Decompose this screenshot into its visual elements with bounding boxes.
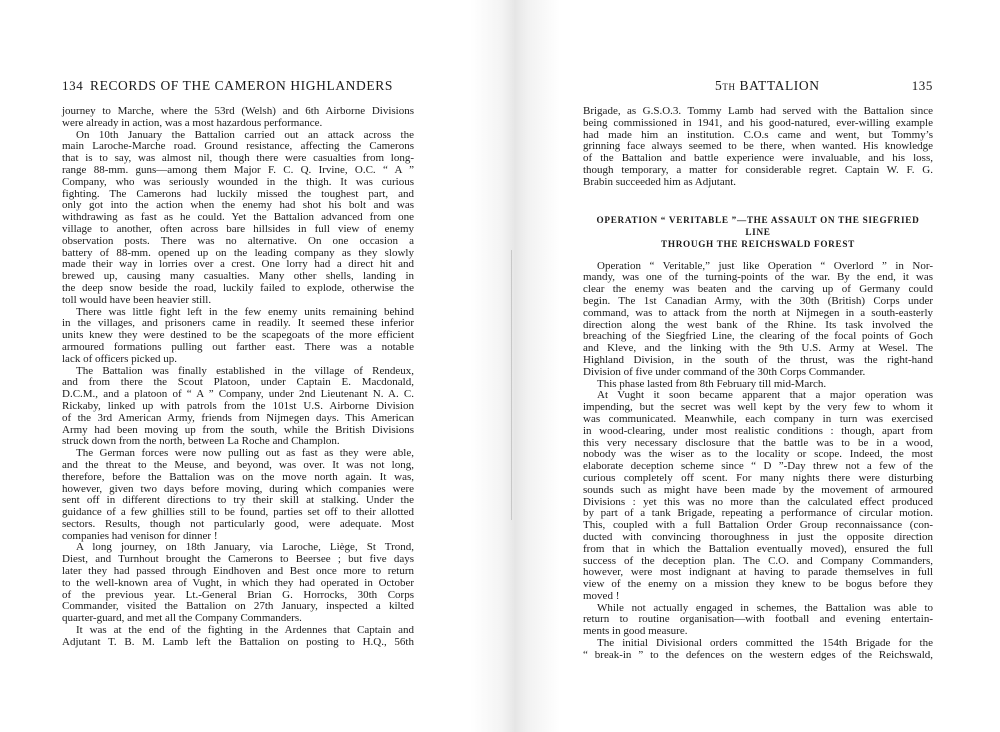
text-line: Brabin succeeded him as Adjutant. xyxy=(583,175,737,188)
text-line: The initial Divisional orders committed the 154th Brigade for the xyxy=(597,637,933,650)
text-line: village to another, often across bare hillsides in full view of enemy xyxy=(62,222,414,235)
text-line: the deep snow beside the road, luckily failed to explode, otherwise the xyxy=(62,281,414,294)
text-line: Divisions : yet this was no more than the calculated effect produced xyxy=(583,495,933,508)
text-line: struck down from the north, between La Roche and Champlon. xyxy=(62,435,340,448)
text-line: lack of officers picked up. xyxy=(62,352,177,365)
text-line: grinning face always seemed to be there, when wanted. His knowledge xyxy=(583,140,933,153)
text-line: of the Battalion and battle experience were invaluable, and his loss, xyxy=(583,152,933,165)
text-line: This, coupled with a full Battalion Order Group reconnaissance (con- xyxy=(583,519,933,532)
text-line: was communicated. Meanwhile, each company in turn was exercised xyxy=(583,412,933,425)
text-line: to the well-known area of Vught, in which they had operated in October xyxy=(62,576,414,589)
text-line: Company, who was seriously wounded in the thigh. It was curious xyxy=(62,175,414,188)
text-line: had made him an institution. C.O.s came and went, but Tommy’s xyxy=(583,128,933,141)
paragraph xyxy=(583,390,933,602)
page-number: 134 xyxy=(62,78,84,93)
text-line: ments in good measure. xyxy=(583,625,688,638)
text-line: This phase lasted from 8th February till mid-March. xyxy=(597,377,827,390)
paragraph xyxy=(583,638,933,662)
text-line: Diest, and Turnhout brought the Camerons to Beersee ; but five days xyxy=(62,553,414,566)
text-line: therefore, before the Battalion was on the move north again. It was, xyxy=(62,470,414,483)
text-line: On 10th January the Battalion carried out an attack across the xyxy=(76,128,414,141)
text-line: There was little fight left in the few enemy units remaining behind xyxy=(76,305,414,318)
text-line: companies had venison for dinner ! xyxy=(62,529,218,542)
text-line: later they had passed through Eindhoven and Best once more to return xyxy=(62,565,414,578)
text-line: of the previous year. Lt.-General Brian G. Horrocks, 30th Corps xyxy=(62,588,414,601)
gutter-crease xyxy=(511,250,512,520)
text-line: A long journey, on 18th January, via Laroche, Liège, St Trond, xyxy=(76,541,414,554)
text-line: Adjutant T. B. M. Lamb left the Battalion on posting to H.Q., 56th xyxy=(62,635,414,648)
text-line: made their way in lorries over a crest. One lorry had a direct hit and xyxy=(62,258,414,271)
paragraph xyxy=(62,625,414,649)
text-line: by part of a tank Brigade, repeating a performance of circular motion. xyxy=(583,507,933,520)
text-line: brewed up, causing many casualties. Many other shells, landing in xyxy=(62,270,414,283)
text-line: The German forces were now pulling out as fast as they were able, xyxy=(76,447,414,460)
text-line: breaching of the Siegfried Line, the clearing of the focal points of Goch xyxy=(583,330,933,343)
paragraph xyxy=(62,542,414,625)
page-body xyxy=(583,106,933,189)
text-line: sectors. Results, though not particularly good, were adequate. Most xyxy=(62,517,414,530)
text-line: quarter-guard, and met all the Company Commanders. xyxy=(62,612,302,625)
text-line: ducted with convincing thoroughness in just the opposite direction xyxy=(583,530,933,543)
text-line: however, were most indignant at having to parade themselves in full xyxy=(583,566,933,579)
paragraph xyxy=(583,603,933,638)
paragraph xyxy=(62,307,414,366)
text-line: battery of 88-mm. opened up on the leading company as they slowly xyxy=(62,246,414,259)
text-line: Commander, visited the Battalion on 27th January, inspected a kilted xyxy=(62,600,414,613)
text-line: Rickaby, linked up with patrols from the 101st U.S. Airborne Division xyxy=(62,399,414,412)
text-line: D.C.M., and a platoon of “ A ” Company, under 2nd Lieutenant N. A. C. xyxy=(62,388,414,401)
running-title: RECORDS OF THE CAMERON HIGHLANDERS xyxy=(90,78,393,93)
text-line: being commissioned in 1941, and his good-natured, ever-willing example xyxy=(583,116,933,129)
text-line: range 88-mm. guns—among them Major F. C. Q. Irvine, O.C. “ A ” xyxy=(62,163,414,176)
paragraph xyxy=(62,448,414,542)
text-line: guidance of a few ghillies still to be found, parties set off to their allotted xyxy=(62,506,414,519)
text-line: begin. The 1st Canadian Army, with the 30th (British) Corps under xyxy=(583,294,933,307)
text-line: mandy, was one of the turning-points of the war. By the end, it was xyxy=(583,271,933,284)
text-line: though temporary, a matter for considerable regret. Captain W. F. G. xyxy=(583,163,933,176)
text-line: return to routine organisation—with football and evening entertain- xyxy=(583,613,933,626)
paragraph xyxy=(62,106,414,130)
paragraph xyxy=(62,130,414,307)
text-line: sent off in different directions to try their skill at stalking. Under the xyxy=(62,494,414,507)
text-line: fighting. The Camerons had luckily missed the toughest part, and xyxy=(62,187,414,200)
section-heading-line: OPERATION “ VERITABLE ”—THE ASSAULT ON THE SIEGFRIED LINE xyxy=(596,214,920,237)
text-line: Operation “ Veritable,” just like Operation “ Overlord ” in Nor- xyxy=(597,259,933,272)
running-header xyxy=(583,78,933,98)
text-line: journey to Marche, where the 53rd (Welsh) and 6th Airborne Divisions xyxy=(62,105,414,117)
text-line: Brigade, as G.S.O.3. Tommy Lamb had served with the Battalion since xyxy=(583,105,933,117)
text-line: curious completely off scent. For many nights there were disturbing xyxy=(583,471,933,484)
text-line: nobody was the wiser as to the locality or scope. Indeed, the most xyxy=(583,448,933,461)
right-page xyxy=(583,78,933,662)
text-line: that is to say, was almost nil, though there were casualties from long- xyxy=(62,152,414,165)
running-header xyxy=(62,78,414,98)
text-line: in wood-clearing, under most realistic conditions : though, apart from xyxy=(583,424,933,437)
text-line: clear the enemy was beaten and the carving up of Germany could xyxy=(583,283,933,296)
text-line: command, was to attack from the north at Nijmegen in a south-easterly xyxy=(583,306,933,319)
text-line: from that in which the Battalion eventually moved), ensured the full xyxy=(583,542,933,555)
text-line: were already in action, was a most hazardous performance. xyxy=(62,116,323,129)
paragraph xyxy=(62,366,414,449)
text-line: armoured formations pulling out farther east. There was a notable xyxy=(62,340,414,353)
page-number: 135 xyxy=(911,78,933,93)
paragraph xyxy=(583,261,933,379)
section-heading-line: THROUGH THE REICHSWALD FOREST xyxy=(661,238,855,249)
text-line: At Vught it soon became apparent that a major operation was xyxy=(597,389,933,402)
text-line: and Kleve, and the linking with the 9th U.S. Army at Wesel. The xyxy=(583,342,933,355)
text-line: main Laroche-Marche road. Ground resistance, affecting the Camerons xyxy=(62,140,414,153)
book-gutter xyxy=(470,0,560,732)
text-line: moved ! xyxy=(583,589,620,602)
text-line: The Battalion was finally established in the village of Rendeux, xyxy=(76,364,414,377)
text-line: Division of five under command of the 30th Corps Commander. xyxy=(583,365,866,378)
running-title: 5th BATTALION xyxy=(715,78,820,93)
text-line: and from there the Scout Platoon, under Captain E. Macdonald, xyxy=(62,376,414,389)
text-line: Army had been moving up from the south, while the British Divisions xyxy=(62,423,414,436)
text-line: withdrawing as fast as he could. Yet the Battalion advanced from one xyxy=(62,211,414,224)
text-line: While not actually engaged in schemes, the Battalion was able to xyxy=(597,601,933,614)
text-line: only got into the action when the enemy had shot his bolt and was xyxy=(62,199,414,212)
text-line: in the villages, and prisoners came in readily. It seemed these inferior xyxy=(62,317,414,330)
left-page xyxy=(62,78,414,649)
text-line: elaborate deception scheme since “ D ”-Day threw not a few of the xyxy=(583,460,933,473)
text-line: view of the enemy on a mission they knew to be bogus before they xyxy=(583,578,933,591)
text-line: of the 3rd American Army, friends from Nijmegen days. This American xyxy=(62,411,414,424)
page-body xyxy=(583,261,933,662)
text-line: however, given two days before moving, during which companies were xyxy=(62,482,414,495)
text-line: this very necessary disclosure that the battle was to be in a wood, xyxy=(583,436,933,449)
text-line: sounds such as might have been made by the movement of armoured xyxy=(583,483,933,496)
text-line: observation posts. There was no alternative. On one occasion a xyxy=(62,234,414,247)
text-line: impending, but the secret was well kept by the very few to whom it xyxy=(583,401,933,414)
text-line: units knew they were destined to be the scapegoats of the more efficient xyxy=(62,329,414,342)
text-line: Highland Division, in the south of the thrust, was the right-hand xyxy=(583,353,933,366)
paragraph xyxy=(583,106,933,189)
text-line: “ break-in ” to the defences on the western edges of the Reichswald, xyxy=(583,648,933,661)
text-line: It was at the end of the fighting in the Ardennes that Captain and xyxy=(76,624,414,637)
page-body xyxy=(62,106,414,649)
text-line: and the threat to the Meuse, and beyond, was over. It was not long, xyxy=(62,458,414,471)
text-line: direction along the west bank of the Rhine. Its task involved the xyxy=(583,318,933,331)
text-line: success of the deception plan. The C.O. and Company Commanders, xyxy=(583,554,933,567)
section-heading xyxy=(583,214,933,250)
text-line: toll would have been heavier still. xyxy=(62,293,212,306)
